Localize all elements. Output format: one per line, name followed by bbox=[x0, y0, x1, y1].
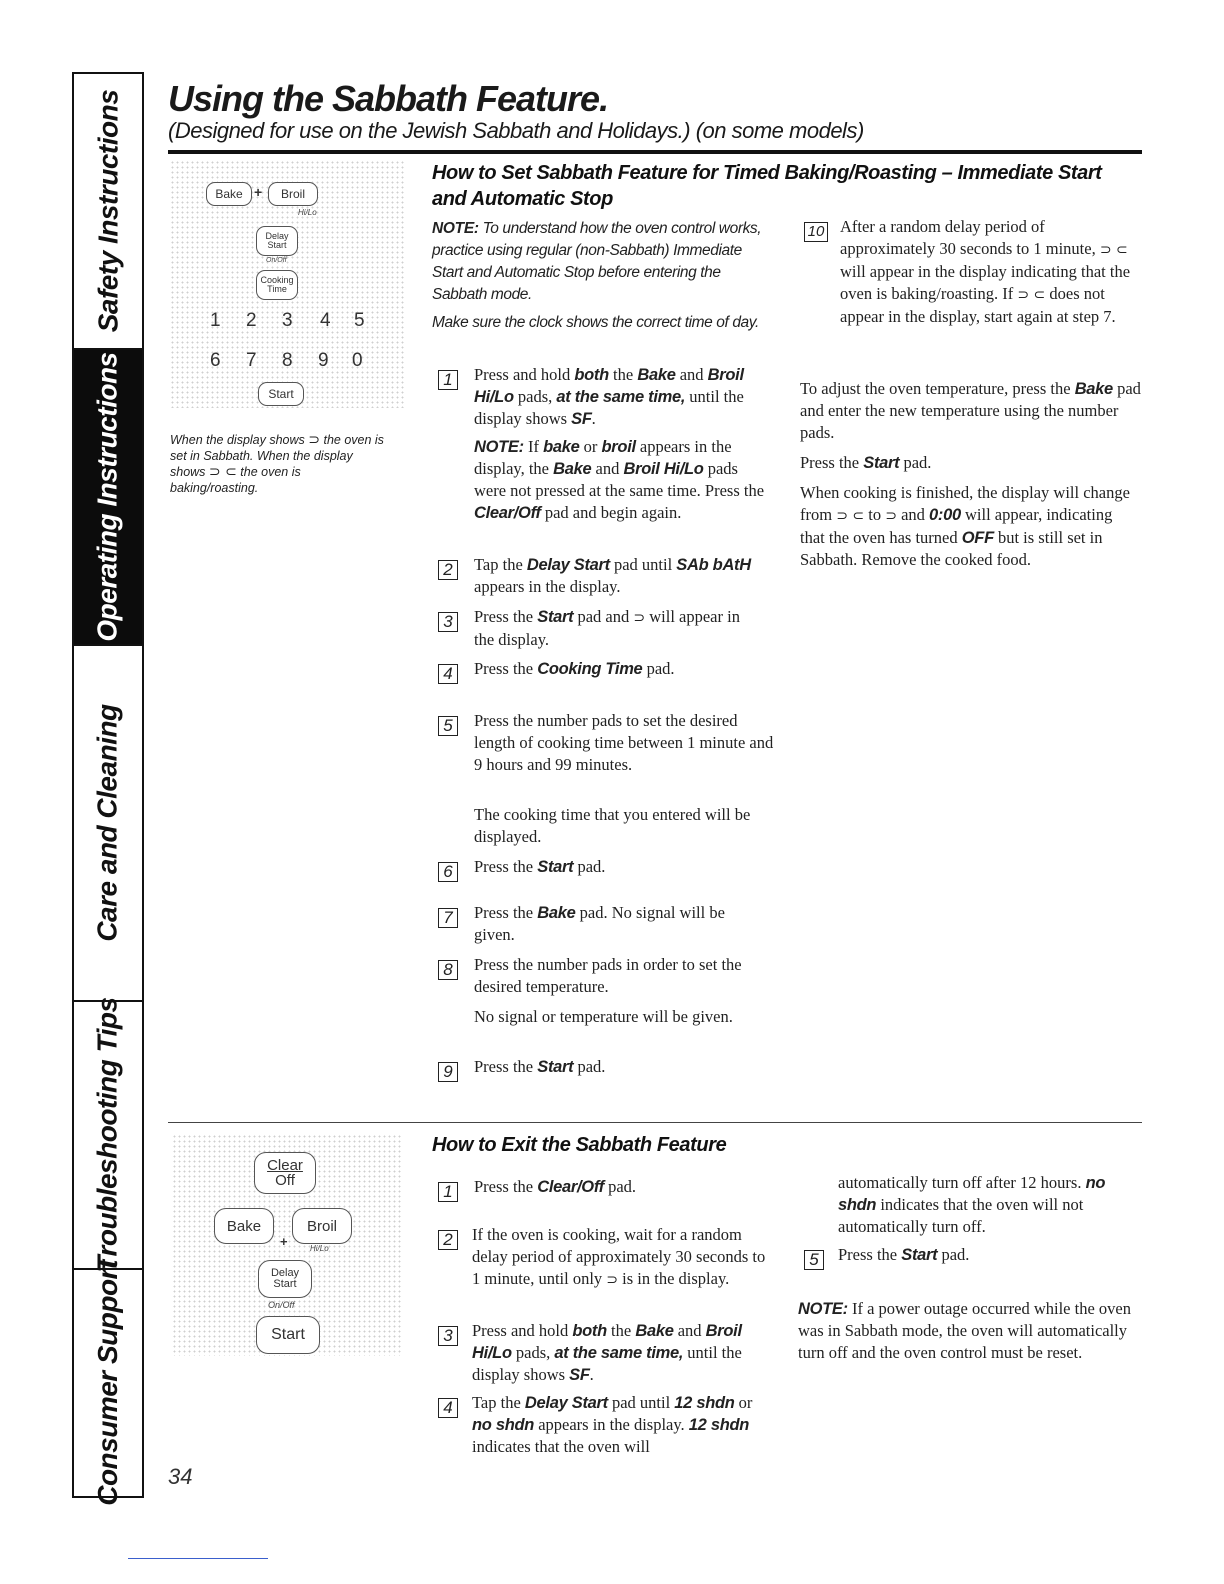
exit-step-1: Press the Clear/Off pad. bbox=[474, 1177, 637, 1196]
section-divider bbox=[168, 1122, 1142, 1123]
tab-safety-instructions[interactable] bbox=[74, 74, 142, 350]
control-panel-illustration bbox=[170, 160, 404, 408]
delay-start-pad: Delay Start bbox=[256, 226, 298, 256]
tab-label: Consumer Support bbox=[92, 1260, 123, 1506]
step-number: 4 bbox=[438, 664, 458, 684]
section-heading-exit: How to Exit the Sabbath Feature bbox=[432, 1134, 727, 1156]
step-number: 2 bbox=[438, 560, 458, 580]
step-number: 5 bbox=[438, 716, 458, 736]
delay-start-pad: Delay Start bbox=[258, 1260, 312, 1298]
press-start-text: Press the Start pad. bbox=[800, 453, 932, 472]
tab-troubleshooting-tips[interactable] bbox=[74, 997, 142, 1273]
panel-caption: When the display shows ⊃ the oven is set in Sabbath. When the display shows ⊃ ⊂ the oven is baking/roasting. bbox=[170, 432, 384, 495]
hilo-label: Hi/Lo bbox=[298, 208, 317, 217]
number-pad: 1 bbox=[210, 310, 221, 331]
cooking-time-pad: Cooking Time bbox=[256, 270, 298, 300]
broil-pad: Broil bbox=[292, 1208, 352, 1244]
broil-pad: Broil bbox=[268, 182, 318, 206]
onoff-label: On/Off bbox=[266, 257, 287, 264]
step-number: 3 bbox=[438, 1326, 458, 1346]
plus-sign: + bbox=[280, 1234, 288, 1249]
number-pad: 7 bbox=[246, 350, 257, 371]
step-8-detail: No signal or temperature will be given. bbox=[474, 1007, 733, 1026]
number-pad: 8 bbox=[282, 350, 293, 371]
step-7: Press the Bake pad. No signal will be given. bbox=[474, 903, 725, 944]
start-pad: Start bbox=[258, 382, 304, 406]
step-9: Press the Start pad. bbox=[474, 1057, 606, 1076]
page-subtitle: (Designed for use on the Jewish Sabbath and Holidays.) (on some models) bbox=[168, 118, 864, 143]
step-2: Tap the Delay Start pad until SAb bAtH appears in the display. bbox=[474, 555, 751, 596]
tab-label: Care and Cleaning bbox=[92, 704, 123, 942]
step-number: 9 bbox=[438, 1062, 458, 1082]
step-number: 4 bbox=[438, 1398, 458, 1418]
step-1: Press and hold both the Bake and Broil Hi/Lo pads, at the same time, until the display shows SF. bbox=[474, 365, 744, 428]
footer-line bbox=[128, 1558, 268, 1559]
onoff-label: On/Off bbox=[268, 1300, 295, 1310]
number-pad: 0 bbox=[352, 350, 363, 371]
number-pad: 5 bbox=[354, 310, 365, 331]
page-title: Using the Sabbath Feature. bbox=[168, 78, 609, 119]
number-pad: 6 bbox=[210, 350, 221, 371]
exit-step-4-continued: automatically turn off after 12 hours. no shdn indicates that the oven will not automatically turn off. bbox=[838, 1173, 1106, 1236]
exit-step-3: Press and hold both the Bake and Broil Hi/Lo pads, at the same time, until the display shows SF. bbox=[472, 1321, 742, 1384]
start-pad: Start bbox=[256, 1316, 320, 1354]
exit-step-5: Press the Start pad. bbox=[838, 1245, 970, 1264]
step-5-detail: The cooking time that you entered will be displayed. bbox=[474, 805, 751, 846]
number-pad: 3 bbox=[282, 310, 293, 331]
note-clock: Make sure the clock shows the correct time of day. bbox=[432, 314, 759, 331]
clear-off-pad: Clear Off bbox=[254, 1152, 316, 1194]
step-number: 6 bbox=[438, 862, 458, 882]
tab-label: Troubleshooting Tips bbox=[92, 997, 123, 1273]
tab-care-and-cleaning[interactable] bbox=[74, 646, 142, 1002]
finish-text: When cooking is finished, the display will change from ⊃ ⊂ to ⊃ and 0:00 will appear, indicating that the oven has turned OFF but is still set in Sabbath. Remove the cooked food. bbox=[800, 483, 1130, 569]
exit-step-4: Tap the Delay Start pad until 12 shdn or no shdn appears in the display. 12 shdn indicates that the oven will bbox=[472, 1393, 753, 1456]
step-6: Press the Start pad. bbox=[474, 857, 606, 876]
bake-pad: Bake bbox=[214, 1208, 274, 1244]
hilo-label: Hi/Lo bbox=[310, 1244, 329, 1253]
step-8: Press the number pads in order to set the desired temperature. bbox=[474, 955, 742, 996]
step-10: After a random delay period of approximately 30 seconds to 1 minute, ⊃ ⊂ will appear in the display indicating that the oven is baking/roasting. If ⊃ ⊂ does not appear in the display, start again at step 7. bbox=[840, 217, 1131, 326]
power-outage-note: NOTE: If a power outage occurred while the oven was in Sabbath mode, the oven will automatically turn off and the oven control must be reset. bbox=[798, 1299, 1131, 1362]
tab-operating-instructions[interactable] bbox=[74, 350, 142, 646]
exit-step-2: If the oven is cooking, wait for a random delay period of approximately 30 seconds to 1 minute, until only ⊃ is in the display. bbox=[472, 1225, 766, 1288]
step-number: 8 bbox=[438, 960, 458, 980]
number-pad: 2 bbox=[246, 310, 257, 331]
step-number: 7 bbox=[438, 908, 458, 928]
step-number: 2 bbox=[438, 1230, 458, 1250]
section-heading: How to Set Sabbath Feature for Timed Baking/Roasting – Immediate Start and Automatic Stop bbox=[432, 162, 1102, 210]
step-number: 3 bbox=[438, 612, 458, 632]
step-number: 1 bbox=[438, 370, 458, 390]
control-panel-illustration-exit bbox=[172, 1134, 402, 1356]
bake-pad: Bake bbox=[206, 182, 252, 206]
adjust-temperature-text: To adjust the oven temperature, press the Bake pad and enter the new temperature using the number pads. bbox=[800, 379, 1141, 442]
number-pad: 9 bbox=[318, 350, 329, 371]
step-number: 5 bbox=[804, 1250, 824, 1270]
tab-consumer-support[interactable] bbox=[74, 1260, 142, 1506]
tab-label: Operating Instructions bbox=[92, 352, 123, 642]
number-pad: 4 bbox=[320, 310, 331, 331]
tab-label: Safety Instructions bbox=[92, 89, 123, 333]
note-text: NOTE: To understand how the oven control works, practice using regular (non-Sabbath) Immediate Start and Automatic Stop before entering the Sabbath mode. bbox=[432, 220, 762, 303]
step-3: Press the Start pad and ⊃ will appear in the display. bbox=[474, 607, 740, 649]
page-number: 34 bbox=[168, 1464, 193, 1489]
step-number: 1 bbox=[438, 1182, 458, 1202]
plus-sign: + bbox=[254, 184, 263, 200]
step-5: Press the number pads to set the desired length of cooking time between 1 minute and 9 hours and 99 minutes. bbox=[474, 711, 774, 774]
step-4: Press the Cooking Time pad. bbox=[474, 659, 675, 678]
header-rule bbox=[168, 150, 1142, 154]
sidebar bbox=[72, 72, 144, 1506]
step-1-note: NOTE: If bake or broil appears in the display, the Bake and Broil Hi/Lo pads were not pressed at the same time. Press the Clear/Off pad and begin again. bbox=[474, 437, 765, 522]
step-number: 10 bbox=[804, 222, 828, 242]
